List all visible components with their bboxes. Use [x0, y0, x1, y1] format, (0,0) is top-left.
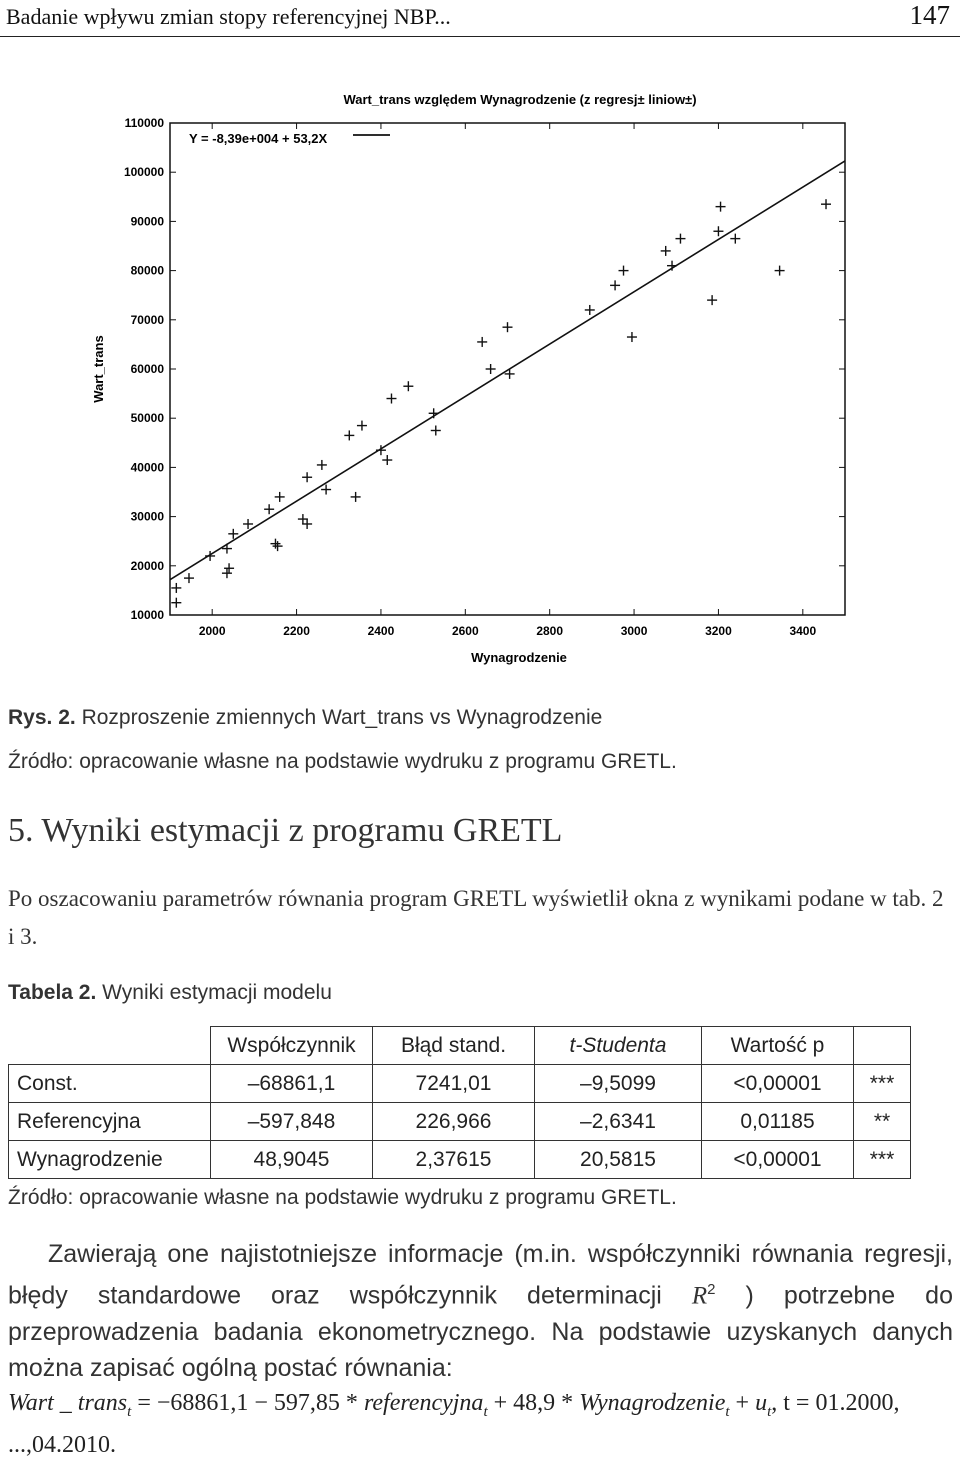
table-cell: 48,9045 [211, 1141, 373, 1179]
equation-subscript: t [767, 1403, 772, 1420]
paragraph-2-part2: ) potrzebne do przeprowadzenia badania ekonometrycznego. Na podstawie uzyskanych danych można zapisać ogólną postać równania: [8, 1281, 953, 1383]
y-tick-label: 30000 [130, 509, 164, 524]
paragraph-2 [8, 1236, 953, 1386]
data-point [821, 199, 831, 209]
x-tick-label: 2800 [536, 624, 564, 638]
table-cell: –9,5099 [535, 1065, 702, 1103]
table-cell: *** [854, 1141, 911, 1179]
table-cell: Const. [9, 1065, 211, 1103]
regression-line [170, 161, 845, 580]
y-tick-label: 60000 [130, 362, 164, 376]
table-cell: Referencyjna [9, 1103, 211, 1141]
equation-var-referencyjna: referencyjna [363, 1390, 484, 1416]
data-point [171, 583, 181, 593]
data-point [184, 573, 194, 583]
table-header-cell: Współczynnik [211, 1027, 373, 1065]
table-cell: <0,00001 [702, 1065, 854, 1103]
data-point [321, 485, 331, 495]
page-number: 147 [909, 0, 950, 30]
table-cell: Wynagrodzenie [9, 1141, 211, 1179]
scatter-chart [85, 85, 875, 675]
y-tick-label: 100000 [123, 165, 164, 180]
x-tick-label: 3000 [620, 624, 648, 638]
data-point [627, 332, 637, 342]
x-tick-label: 2400 [367, 624, 395, 638]
figure-caption-label: Rys. 2. [8, 706, 76, 729]
paragraph-2-part1: Zawierają one najistotniejsze informacje (m.in. współczynniki równania regresji, błędy standardowe oraz współczynnik determinacji [8, 1240, 953, 1310]
data-point [716, 202, 726, 212]
table-caption-label: Tabela 2. [8, 981, 97, 1004]
table-cell: 226,966 [373, 1103, 535, 1141]
data-point [477, 337, 487, 347]
table-header-cell: t-Studenta [535, 1027, 702, 1065]
equation-subscript: t [725, 1403, 730, 1420]
data-point [344, 430, 354, 440]
data-point [403, 381, 413, 391]
table-caption-text: Wyniki estymacji modelu [102, 981, 332, 1004]
table-cell: –68861,1 [211, 1065, 373, 1103]
data-point [431, 426, 441, 436]
table-row [9, 1103, 911, 1141]
section-title: 5. Wyniki estymacji z programu GRETL [8, 812, 563, 849]
table-row [9, 1141, 911, 1179]
data-point [264, 504, 274, 514]
data-point [619, 266, 629, 276]
y-tick-label: 110000 [124, 116, 164, 130]
paragraph-1: Po oszacowaniu parametrów równania program GRETL wyświetlił okna z wynikami podane w tab. 2 i 3. [8, 886, 944, 949]
chart-ylabel: Wart_trans [91, 335, 106, 403]
y-tick-label: 20000 [130, 558, 164, 573]
y-tick-label: 10000 [130, 608, 164, 622]
equation-error-term: u [755, 1390, 768, 1416]
table-header-cell: Błąd stand. [373, 1027, 535, 1065]
data-point [486, 364, 496, 374]
running-title: Badanie wpływu zmian stopy referencyjnej NBP... [6, 4, 451, 29]
data-point [675, 234, 685, 244]
plot-frame [170, 123, 845, 615]
data-point [302, 519, 312, 529]
table-cell: 7241,01 [373, 1065, 535, 1103]
data-point [707, 295, 717, 305]
data-point [357, 421, 367, 431]
table-source: Źródło: opracowanie własne na podstawie wydruku z programu GRETL. [8, 1186, 677, 1209]
data-point [317, 460, 327, 470]
figure-caption [8, 706, 602, 730]
data-point [222, 568, 232, 578]
table-cell: ** [854, 1103, 911, 1141]
x-tick-label: 2600 [451, 624, 479, 638]
table-cell: 0,01185 [702, 1103, 854, 1141]
data-point [275, 492, 285, 502]
data-point [270, 539, 280, 549]
equation-mid: + 48,9 * [487, 1390, 580, 1416]
chart-legend-label: Y = -8,39e+004 + 53,2X [189, 131, 328, 146]
table-cell: 2,37615 [373, 1141, 535, 1179]
table-cell: *** [854, 1065, 911, 1103]
chart-xlabel: Wynagrodzenie [471, 650, 567, 665]
table-row [9, 1065, 911, 1103]
data-point [386, 394, 396, 404]
figure-source: Źródło: opracowanie własne na podstawie wydruku z programu GRETL. [8, 750, 677, 773]
equation-tail: + [729, 1390, 756, 1416]
data-point [585, 305, 595, 315]
table-header-cell: Wartość p [702, 1027, 854, 1065]
data-point [273, 541, 283, 551]
equation-range-end: ...,04.2010. [8, 1432, 116, 1458]
table-cell: <0,00001 [702, 1141, 854, 1179]
data-point [298, 514, 308, 524]
data-point [730, 234, 740, 244]
table-cell: 20,5815 [535, 1141, 702, 1179]
figure-caption-text: Rozproszenie zmiennych Wart_trans vs Wynagrodzenie [81, 706, 603, 729]
y-tick-label: 70000 [130, 312, 164, 327]
x-tick-label: 2200 [283, 624, 310, 638]
x-tick-label: 3400 [789, 624, 817, 638]
equation-range: , t = 01.2000, [771, 1390, 900, 1416]
data-point [382, 455, 392, 465]
r-squared-symbol: R [691, 1282, 708, 1310]
table-header-cell-empty [854, 1027, 911, 1065]
equation-subscript: t [127, 1403, 132, 1420]
equation-rhs: = −68861,1 − 597,85 * [137, 1390, 364, 1416]
table-cell: –2,6341 [535, 1103, 702, 1141]
data-point [713, 226, 723, 236]
x-tick-label: 2000 [198, 624, 226, 638]
data-point [610, 280, 620, 290]
data-point [302, 472, 312, 482]
y-tick-label: 40000 [130, 460, 164, 475]
equation-var-wynagrodzenie: Wynagrodzenie [579, 1390, 726, 1416]
data-point [171, 598, 181, 608]
equation-lhs: Wart _ trans [8, 1390, 128, 1416]
data-point [351, 492, 361, 502]
table-cell: –597,848 [211, 1103, 373, 1141]
table-header-empty [9, 1027, 211, 1065]
data-point [661, 246, 671, 256]
y-tick-label: 80000 [130, 263, 164, 278]
chart-title: Wart_trans względem Wynagrodzenie (z regresj± liniow±) [343, 92, 697, 107]
y-tick-label: 50000 [130, 411, 164, 426]
data-point [224, 563, 234, 573]
regression-equation [8, 1390, 958, 1421]
data-point [243, 519, 253, 529]
table-header-row [9, 1027, 911, 1065]
data-point [775, 266, 785, 276]
x-tick-label: 3200 [705, 624, 732, 638]
data-point [503, 322, 513, 332]
equation-subscript: t [483, 1403, 488, 1420]
table-caption [8, 981, 332, 1005]
results-table [8, 1026, 911, 1179]
r-squared-exponent: 2 [707, 1281, 716, 1298]
header-rule [0, 36, 960, 37]
y-tick-label: 90000 [130, 214, 164, 229]
